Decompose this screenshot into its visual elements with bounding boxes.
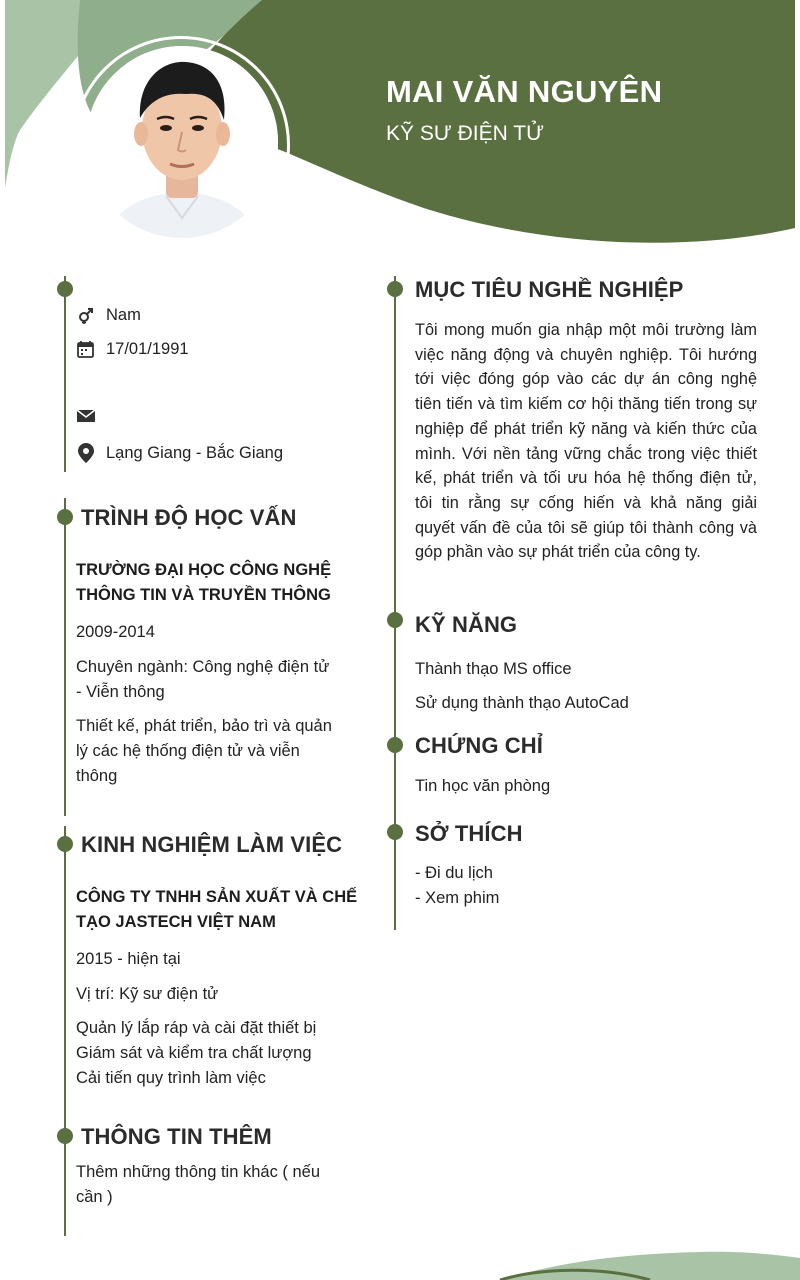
- timeline-dot: [387, 612, 403, 628]
- experience-tasks: [76, 1016, 316, 1091]
- skill-item: Thành thạo MS office: [415, 660, 572, 678]
- company-name: CÔNG TY TNHH SẢN XUẤT VÀ CHẾ TẠO JASTECH VIỆT NAM: [76, 888, 358, 931]
- gender-row: [76, 303, 141, 327]
- extra-info-heading: THÔNG TIN THÊM: [81, 1124, 272, 1149]
- job-title: KỸ SƯ ĐIỆN TỬ: [386, 122, 545, 145]
- gender-icon: [76, 305, 96, 325]
- address-value: Lạng Giang - Bắc Giang: [106, 443, 284, 462]
- left-timeline-1: [64, 276, 66, 472]
- objective-heading: MỤC TIÊU NGHỀ NGHIỆP: [415, 277, 684, 302]
- extra-info-text: Thêm những thông tin khác ( nếu cần ): [76, 1163, 321, 1206]
- calendar-icon: [76, 339, 96, 359]
- footer-decoration: [0, 1240, 800, 1280]
- experience-period: 2015 - hiện tại: [76, 950, 181, 968]
- birthday-row: [76, 337, 189, 361]
- birthday-value: 17/01/1991: [106, 339, 189, 358]
- timeline-dot: [57, 509, 73, 525]
- address-row: [76, 441, 283, 465]
- hobby-item: - Xem phim: [415, 889, 500, 907]
- experience-position: Vị trí: Kỹ sư điện tử: [76, 985, 219, 1003]
- skills-heading: KỸ NĂNG: [415, 612, 518, 637]
- person-name: MAI VĂN NGUYÊN: [386, 74, 663, 109]
- education-description: Thiết kế, phát triển, bảo trì và quản lý các hệ thống điện tử và viễn thông: [76, 717, 332, 785]
- gender-value: Nam: [106, 305, 141, 324]
- timeline-dot: [387, 737, 403, 753]
- education-heading: TRÌNH ĐỘ HỌC VẤN: [81, 505, 297, 530]
- timeline-dot: [387, 281, 403, 297]
- left-timeline-2: [64, 498, 66, 816]
- timeline-dot: [387, 824, 403, 840]
- skill-item: Sử dụng thành thạo AutoCad: [415, 694, 629, 712]
- task-item: Quản lý lắp ráp và cài đặt thiết bị: [76, 1019, 317, 1037]
- avatar: [86, 46, 278, 238]
- certificates-heading: CHỨNG CHỈ: [415, 733, 543, 758]
- location-pin-icon: [76, 443, 96, 463]
- hobby-item: - Đi du lịch: [415, 864, 493, 882]
- education-years: 2009-2014: [76, 623, 155, 641]
- education-major: Chuyên ngành: Công nghệ điện tử - Viễn thông: [76, 658, 330, 701]
- task-item: Cải tiến quy trình làm việc: [76, 1069, 266, 1087]
- certificate-item: Tin học văn phòng: [415, 777, 551, 795]
- timeline-dot: [57, 1128, 73, 1144]
- objective-text: Tôi mong muốn gia nhập một môi trường làm việc năng động và chuyên nghiệp. Tôi hướng tới việc đóng góp vào các dự án công nghệ tiên tiến và tìm kiếm cơ hội thăng tiến trong sự nghiệp để phát triển kỹ năng và kiến thức của mình. Với nền tảng vững chắc trong việc thiết kế, phát triển và tối ưu hóa hệ thống điện tử, tôi tin rằng sự cống hiến và khả năng giải quyết vấn đề của tôi sẽ giúp tôi thành công và góp phần vào sự phát triển của công ty.: [415, 321, 757, 562]
- envelope-icon: [76, 406, 96, 426]
- timeline-dot: [57, 836, 73, 852]
- hobbies-heading: SỞ THÍCH: [415, 821, 523, 846]
- email-row: [76, 404, 106, 428]
- task-item: Giám sát và kiểm tra chất lượng: [76, 1044, 312, 1062]
- school-name: TRƯỜNG ĐẠI HỌC CÔNG NGHỆ THÔNG TIN VÀ TRUYỀN THÔNG: [76, 561, 332, 604]
- left-timeline-3: [64, 826, 66, 1236]
- experience-heading: KINH NGHIỆM LÀM VIỆC: [81, 832, 343, 857]
- timeline-dot: [57, 281, 73, 297]
